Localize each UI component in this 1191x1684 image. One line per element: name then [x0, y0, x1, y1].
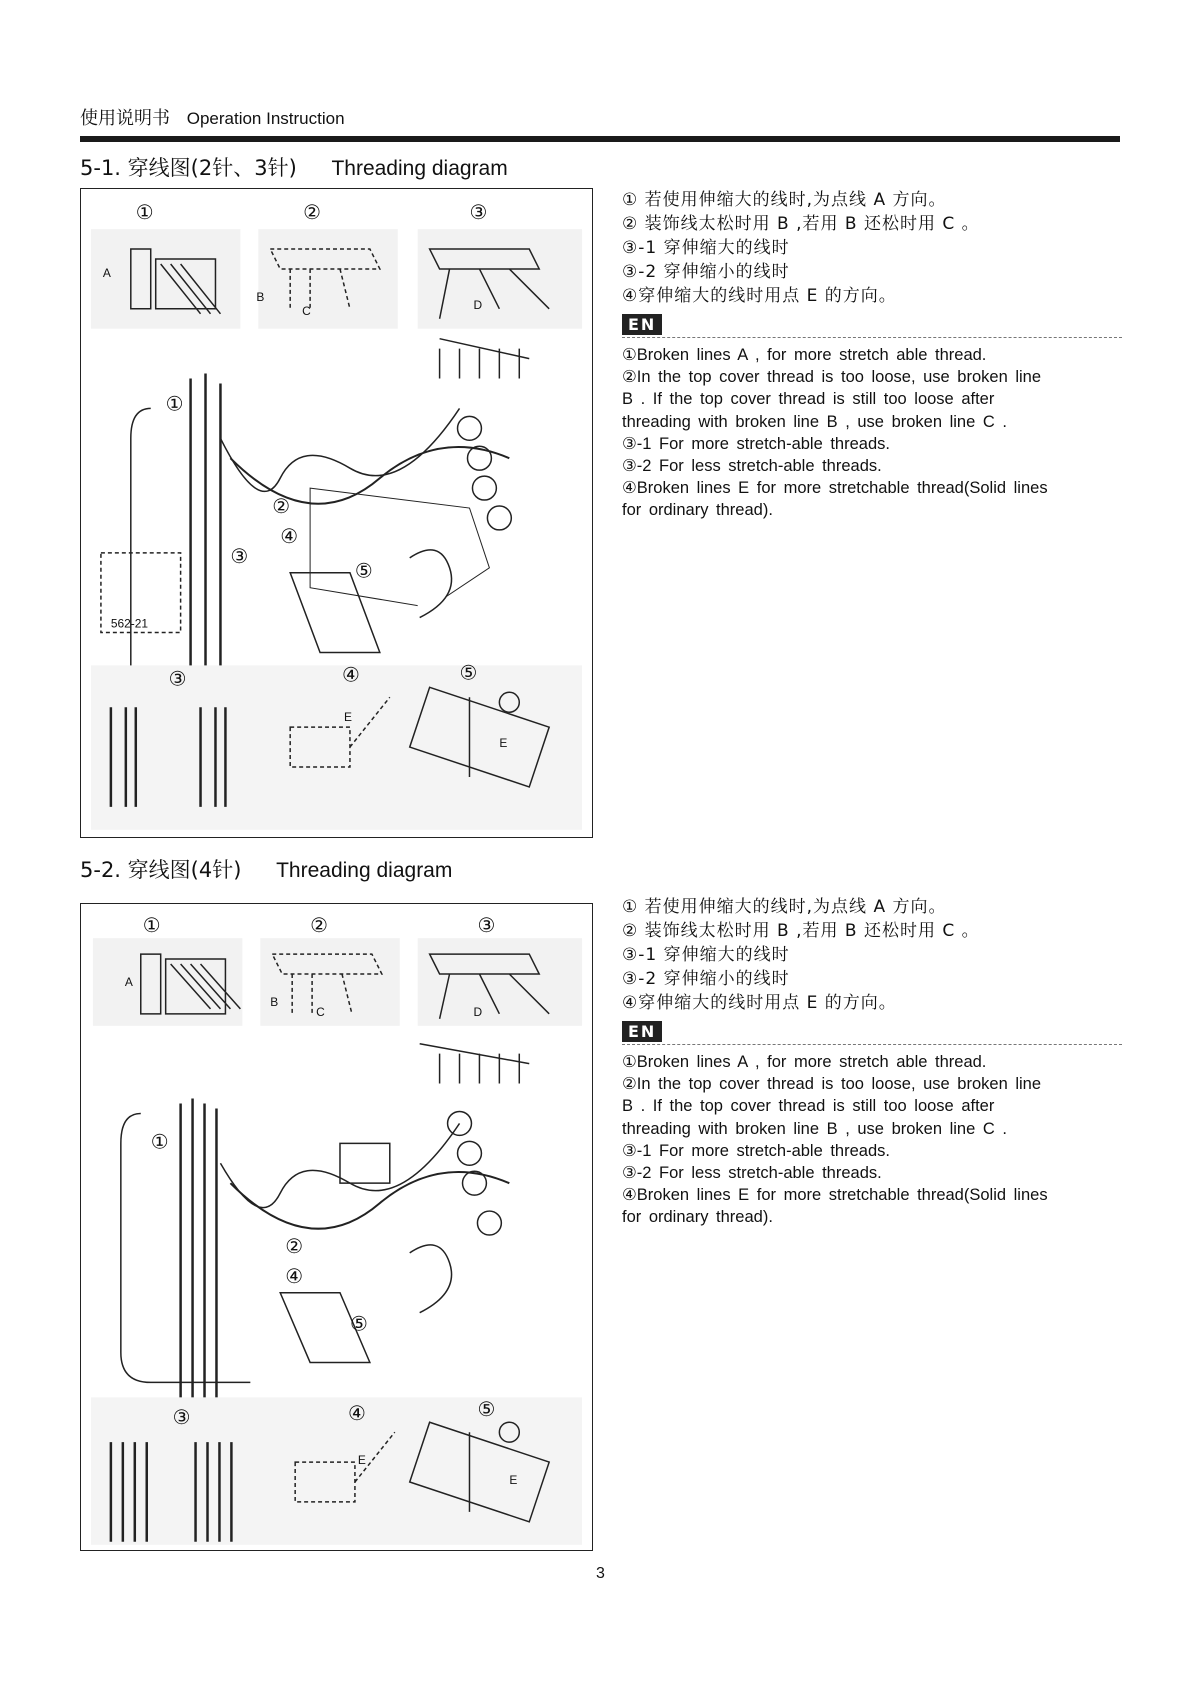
fig1-callout-3: ③: [230, 544, 249, 568]
fig2-top-label-3: ③: [477, 914, 496, 938]
section-2-notes-en: [622, 1051, 1122, 1229]
threading-diagram-2: [80, 903, 593, 1551]
page-header: [80, 104, 345, 130]
fig1-letter-c: C: [302, 303, 311, 318]
header-title-zh: 使用说明书: [80, 108, 170, 129]
note-en-line: ②In the top cover thread is too loose, use broken line: [622, 1075, 1042, 1094]
fig1-callout-2: ②: [272, 495, 291, 518]
threading-diagram-2-illustration: [81, 904, 592, 1550]
en-divider: [622, 314, 1122, 338]
fig1-callout-4: ④: [280, 524, 299, 548]
note-zh-line: ② 装饰线太松时用 B ,若用 B 还松时用 C 。: [622, 214, 980, 234]
section-1-title: [80, 152, 508, 182]
fig1-callout-5: ⑤: [354, 559, 373, 583]
section-1-notes-zh: [622, 188, 1122, 308]
fig2-letter-e-1: E: [357, 1453, 366, 1468]
threading-diagram-1: [80, 188, 593, 838]
note-zh-line: ④穿伸缩大的线时用点 E 的方向。: [622, 993, 897, 1013]
fig2-letter-a: A: [124, 974, 133, 989]
note-en-line: ③-2 For less stretch-able threads.: [622, 1164, 882, 1183]
note-zh-line: ③-2 穿伸缩小的线时: [622, 262, 790, 282]
en-badge: EN: [622, 1021, 662, 1042]
section-2-notes: [622, 895, 1122, 1229]
fig1-inset-code: 562-21: [110, 616, 149, 631]
note-en-line: ①Broken lines A , for more stretch able thread.: [622, 1053, 987, 1071]
fig2-letter-d: D: [473, 1004, 483, 1019]
fig1-top-label-1: ①: [135, 201, 154, 225]
note-en-line: threading with broken line B , use broken line C .: [622, 1119, 1007, 1138]
fig1-letter-b: B: [256, 289, 265, 304]
page-number: 3: [596, 1565, 605, 1582]
section-1-notes: [622, 188, 1122, 522]
threading-diagram-1-illustration: [81, 189, 592, 837]
fig1-bottom-label-1: ③: [168, 667, 187, 691]
header-title-en: Operation Instruction: [186, 109, 345, 128]
note-en-line: B . If the top cover thread is still too loose after: [622, 390, 995, 409]
section-2-title-en: Threading diagram: [276, 859, 453, 882]
fig2-bottom-label-2: ④: [347, 1402, 366, 1426]
note-en-line: ③-1 For more stretch-able threads.: [622, 1141, 890, 1160]
note-zh-line: ② 装饰线太松时用 B ,若用 B 还松时用 C 。: [622, 921, 980, 941]
note-en-line: threading with broken line B , use broken line C .: [622, 412, 1007, 431]
fig2-top-label-2: ②: [310, 914, 328, 938]
en-badge: EN: [622, 314, 662, 335]
fig1-letter-a: A: [102, 265, 111, 280]
note-zh-line: ③-1 穿伸缩大的线时: [622, 238, 790, 258]
note-zh-line: ① 若使用伸缩大的线时,为点线 A 方向。: [622, 190, 947, 210]
note-en-line: for ordinary thread).: [622, 1208, 773, 1227]
note-en-line: ③-2 For less stretch-able threads.: [622, 457, 882, 476]
section-2-notes-zh: [622, 895, 1122, 1015]
note-en-line: ①Broken lines A , for more stretch able thread.: [622, 346, 987, 364]
note-en-line: for ordinary thread).: [622, 501, 773, 520]
fig1-letter-e-1: E: [343, 710, 352, 725]
fig1-letter-e-2: E: [499, 736, 508, 751]
note-en-line: ③-1 For more stretch-able threads.: [622, 434, 890, 453]
fig2-letter-c: C: [316, 1004, 325, 1019]
en-divider: [622, 1021, 1122, 1045]
note-en-line: ②In the top cover thread is too loose, use broken line: [622, 368, 1042, 387]
fig2-callout-5: ⑤: [349, 1312, 368, 1336]
fig2-letter-b: B: [270, 994, 279, 1009]
fig1-letter-d: D: [473, 297, 483, 312]
note-en-line: ④Broken lines E for more stretchable thread(Solid lines: [622, 479, 1048, 498]
note-zh-line: ③-1 穿伸缩大的线时: [622, 945, 790, 965]
fig2-top-label-1: ①: [142, 914, 161, 938]
note-zh-line: ④穿伸缩大的线时用点 E 的方向。: [622, 286, 897, 306]
fig1-bottom-label-2: ④: [341, 663, 360, 687]
fig2-letter-e-2: E: [509, 1472, 518, 1487]
fig2-bottom-label-1: ③: [172, 1406, 191, 1430]
note-en-line: B . If the top cover thread is still too loose after: [622, 1097, 995, 1116]
note-zh-line: ① 若使用伸缩大的线时,为点线 A 方向。: [622, 897, 947, 917]
note-en-line: ④Broken lines E for more stretchable thread(Solid lines: [622, 1186, 1048, 1205]
note-zh-line: ③-2 穿伸缩小的线时: [622, 969, 790, 989]
fig1-callout-1: ①: [165, 392, 184, 416]
section-1-notes-en: [622, 344, 1122, 522]
fig2-callout-4: ④: [285, 1264, 304, 1288]
fig2-callout-1: ①: [150, 1130, 169, 1154]
header-rule: [80, 136, 1120, 142]
fig2-callout-2: ②: [285, 1234, 304, 1258]
section-2-title-zh: 5-2. 穿线图(4针): [80, 858, 242, 882]
section-2-title: [80, 854, 452, 884]
fig1-top-label-3: ③: [469, 201, 488, 225]
fig2-bottom-label-3: ⑤: [477, 1398, 496, 1422]
section-1-title-zh: 5-1. 穿线图(2针、3针): [80, 156, 297, 180]
fig1-bottom-label-3: ⑤: [459, 661, 478, 685]
section-1-title-en: Threading diagram: [331, 157, 508, 180]
fig1-top-label-2: ②: [303, 201, 321, 225]
